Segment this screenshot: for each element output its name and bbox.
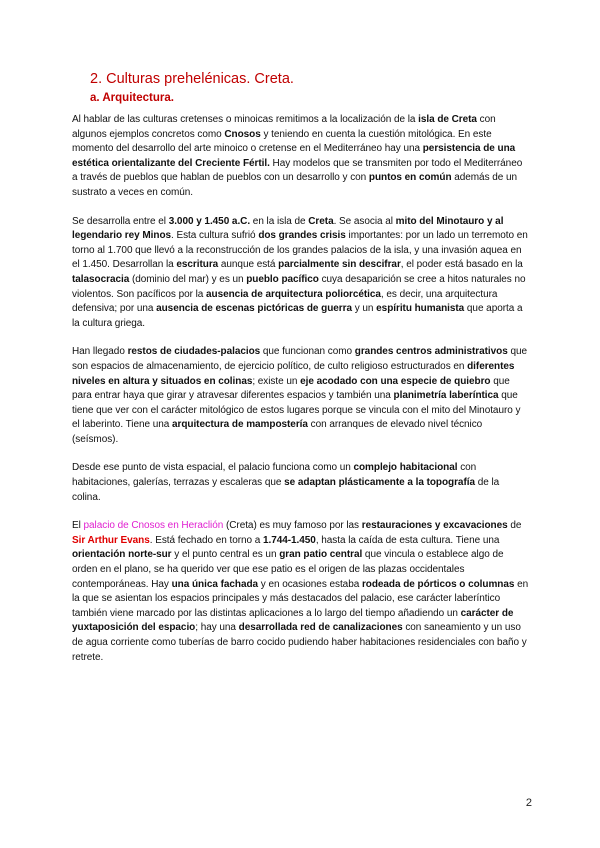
section-heading: 2. Culturas prehelénicas. Creta. <box>90 71 294 87</box>
paragraph-spatial: Desde ese punto de vista espacial, el palacio funciona como un complejo habitacional con habitaciones, galerías, terrazas y escaleras que se adaptan plásticamente a la topografía de la colina. <box>72 462 500 503</box>
page-number: 2 <box>525 797 532 809</box>
page-content <box>72 70 530 679</box>
paragraph-chronology: Se desarrolla entre el 3.000 y 1.450 a.C. en la isla de Creta. Se asocia al mito del Minotauro y al legendario rey Minos. Esta cultura sufrió dos grandes crisis importantes: por un lado un terremoto en torno al 1.700 que llevó a la reconstrucción de los grandes palacios de la isla, y una invasión aquea en el 1.450. Desarrollan la escritura aunque está parcialmente sin descifrar, el poder está basado en la talasocracia (dominio del mar) y es un pueblo pacífico cuya desaparición se cree a hitos naturales no violentos. Son pacíficos por la ausencia de arquitectura poliorcética, es decir, una arquitectura defensiva; por una ausencia de escenas pictóricas de guerra y un espíritu humanista que aporta a la cultura griega. <box>72 215 528 329</box>
highlight-knossos: palacio de Cnosos en Heraclión <box>83 520 224 532</box>
paragraph-palaces: Han llegado restos de ciudades-palacios que funcionan como grandes centros administrativos que son espacios de almacenamiento, de ejercicio político, de culto religioso estructurados en diferentes niveles en altura y situados en colinas; existe un eje acodado con una especie de quiebro que para entrar haya que girar y atravesar diferentes espacios y también una planimetría laberíntica que tiene que ver con el carácter mitológico de estos lugares porque se vincula con el mito del Minotauro y el laberinto. Tiene una arquitectura de mampostería con arranques de elevado nivel técnico (seísmos). <box>72 346 527 445</box>
subsection-heading: a. Arquitectura. <box>90 92 174 104</box>
highlight-evans: Sir Arthur Evans <box>72 534 150 546</box>
paragraph-intro: Al hablar de las culturas cretenses o minoicas remitimos a la localización de la isla de Creta con algunos ejemplos concretos como Cnosos y teniendo en cuenta la cuestión mitológica. En este momento del desarrollo del arte minoico o cretense en el Mediterráneo hay una persistencia de una estética orientalizante del Creciente Fértil. Hay modelos que se transmiten por todo el Mediterráneo a través de pueblos que hablan de pueblos con un desarrollo y con puntos en común además de un sustrato a veces en común. <box>72 114 523 198</box>
paragraph-knossos: El palacio de Cnosos en Heraclión (Creta) es muy famoso por las restauraciones y excavaciones de Sir Arthur Evans. Está fechado en torno a 1.744-1.450, hasta la caída de esta cultura. Tiene una orientación norte-sur y el punto central es un gran patio central que vincula o establece algo de orden en el plano, se ha querido ver que ese patio es el origen de las plazas occidentales contemporáneas. Hay una única fachada y en ocasiones estaba rodeada de pórticos o columnas en la que se asientan los espacios principales y más destacados del palacio, ese carácter laberíntico también viene marcado por las distintas aplicaciones a lo largo del tiempo añadiendo un carácter de yuxtaposición del espacio; hay una desarrollada red de canalizaciones con saneamiento y un uso de agua corriente como tuberías de barro cocido pudiendo haber habitaciones residenciales con baño y retrete. <box>72 520 529 663</box>
